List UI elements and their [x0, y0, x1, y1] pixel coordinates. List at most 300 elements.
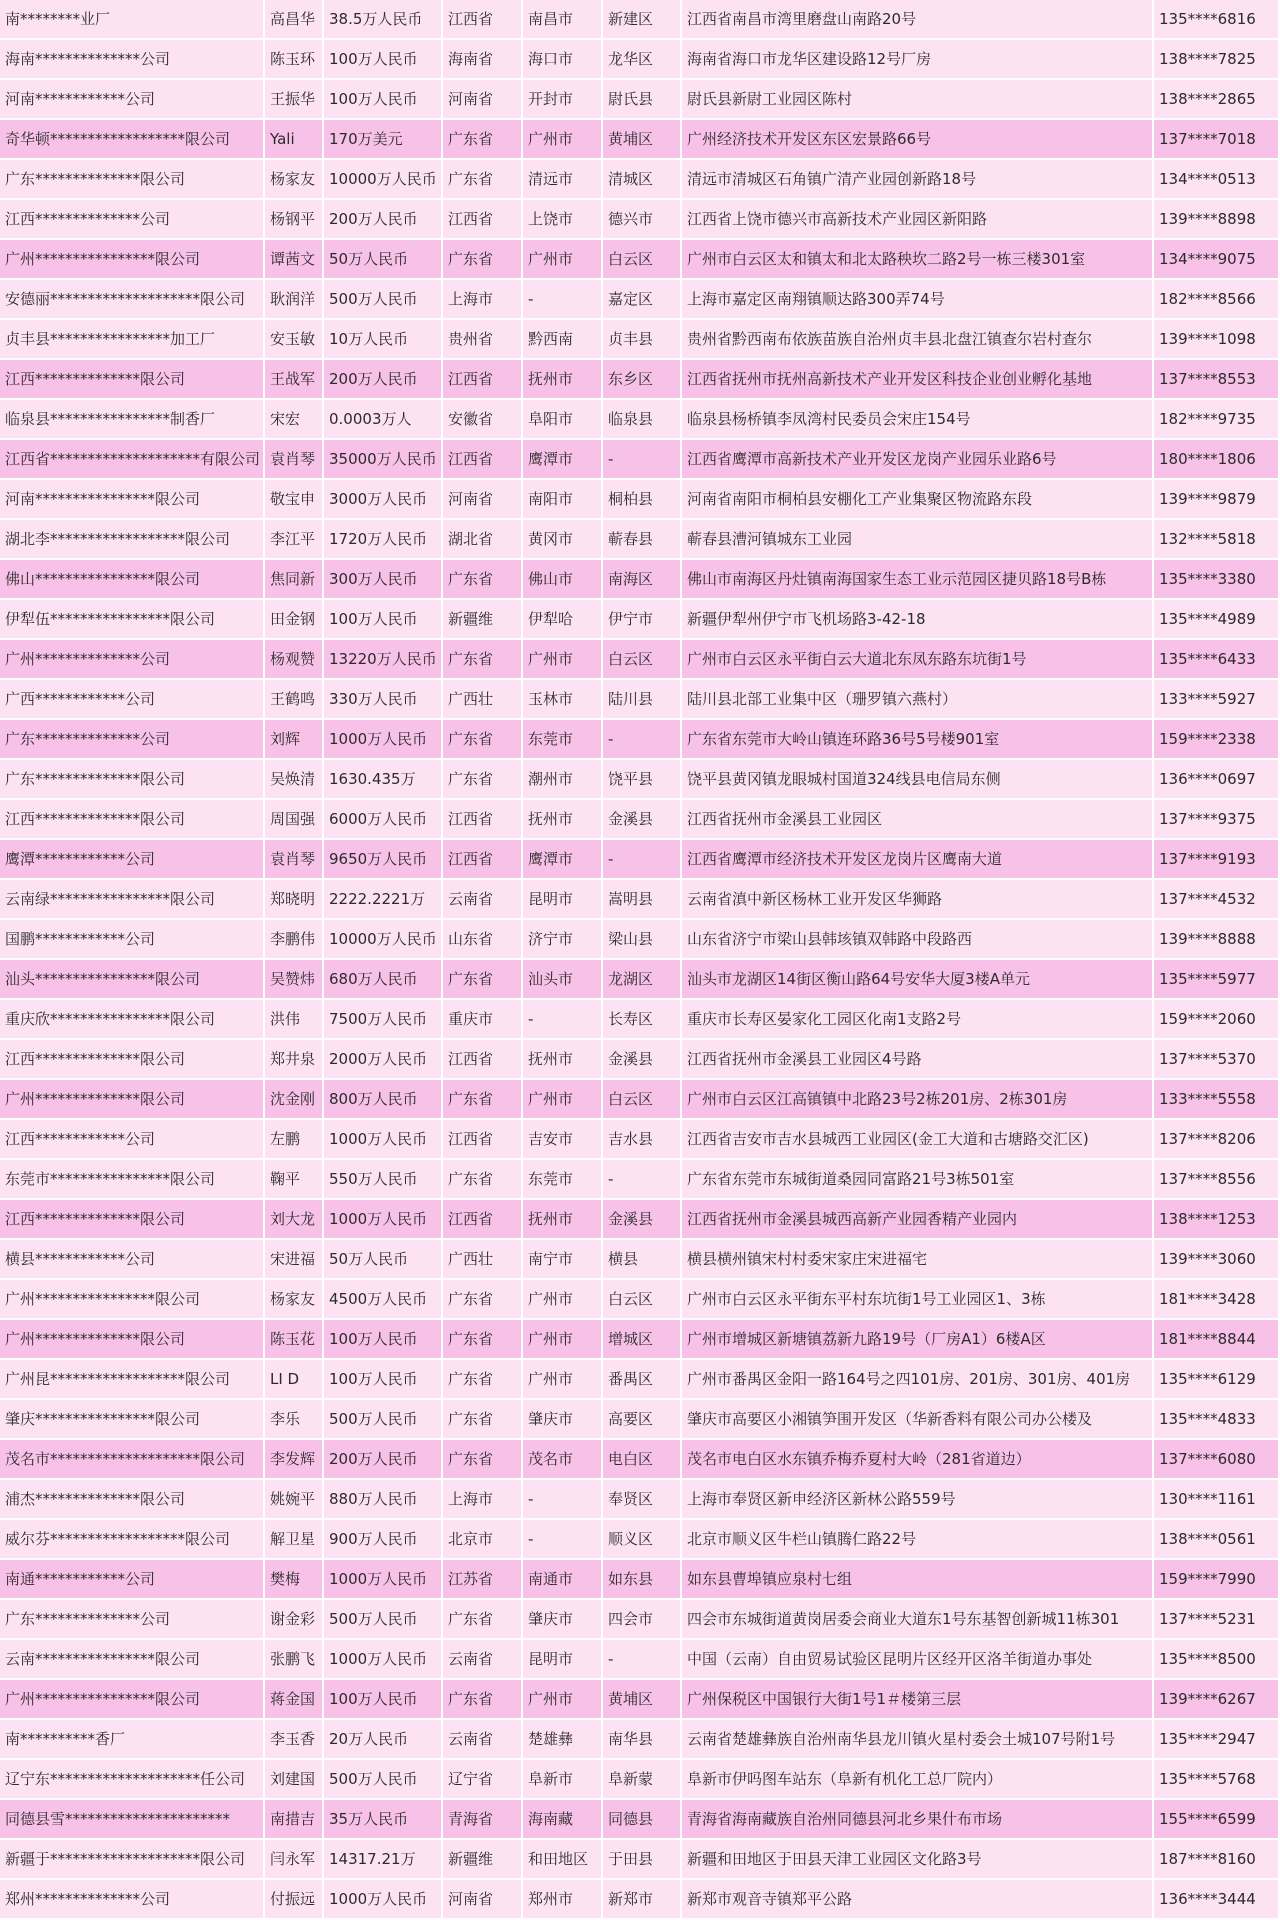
table-row: [0, 200, 1280, 240]
company-name-cell: 鹰潭************公司: [0, 840, 265, 880]
province-cell: 江西省: [443, 440, 523, 480]
phone-cell: 135****6816: [1154, 0, 1280, 40]
district-cell: 奉贤区: [603, 1480, 682, 1520]
table-row: [0, 280, 1280, 320]
table-row: [0, 960, 1280, 1000]
legal-person-cell: 谭茜文: [265, 240, 324, 280]
company-name-cell: 安德丽********************限公司: [0, 280, 265, 320]
phone-cell: 137****4532: [1154, 880, 1280, 920]
address-cell: 北京市顺义区牛栏山镇腾仁路22号: [682, 1520, 1154, 1560]
legal-person-cell: 蒋金国: [265, 1680, 324, 1720]
phone-cell: 137****7018: [1154, 120, 1280, 160]
company-name-cell: 河南************公司: [0, 80, 265, 120]
company-name-cell: 贞丰县****************加工厂: [0, 320, 265, 360]
phone-cell: 181****8844: [1154, 1320, 1280, 1360]
district-cell: 新郑市: [603, 1880, 682, 1920]
registered-capital-cell: 1000万人民币: [324, 1560, 443, 1600]
city-cell: 广州市: [523, 1080, 603, 1120]
legal-person-cell: 杨家友: [265, 160, 324, 200]
table-row: [0, 1600, 1280, 1640]
legal-person-cell: 左鹏: [265, 1120, 324, 1160]
legal-person-cell: 陈玉环: [265, 40, 324, 80]
address-cell: 四会市东城街道黄岗居委会商业大道东1号东基智创新城11栋301: [682, 1600, 1154, 1640]
city-cell: 南宁市: [523, 1240, 603, 1280]
city-cell: 东莞市: [523, 1160, 603, 1200]
phone-cell: 135****4833: [1154, 1400, 1280, 1440]
table-row: [0, 880, 1280, 920]
legal-person-cell: 刘辉: [265, 720, 324, 760]
phone-cell: 137****6080: [1154, 1440, 1280, 1480]
address-cell: 江西省鹰潭市经济技术开发区龙岗片区鹰南大道: [682, 840, 1154, 880]
province-cell: 河南省: [443, 80, 523, 120]
phone-cell: 139****9879: [1154, 480, 1280, 520]
district-cell: 龙华区: [603, 40, 682, 80]
legal-person-cell: 洪伟: [265, 1000, 324, 1040]
company-name-cell: 奇华顿******************限公司: [0, 120, 265, 160]
registered-capital-cell: 100万人民币: [324, 40, 443, 80]
phone-cell: 135****5768: [1154, 1760, 1280, 1800]
address-cell: 阜新市伊吗图车站东（阜新有机化工总厂院内）: [682, 1760, 1154, 1800]
table-row: [0, 560, 1280, 600]
table-row: [0, 1080, 1280, 1120]
legal-person-cell: 王战军: [265, 360, 324, 400]
address-cell: 上海市嘉定区南翔镇顺达路300弄74号: [682, 280, 1154, 320]
district-cell: 长寿区: [603, 1000, 682, 1040]
city-cell: 昆明市: [523, 880, 603, 920]
province-cell: 江西省: [443, 1120, 523, 1160]
district-cell: 番禺区: [603, 1360, 682, 1400]
phone-cell: 138****0561: [1154, 1520, 1280, 1560]
phone-cell: 139****8888: [1154, 920, 1280, 960]
address-cell: 如东县曹埠镇应泉村七组: [682, 1560, 1154, 1600]
registered-capital-cell: 35000万人民币: [324, 440, 443, 480]
registered-capital-cell: 300万人民币: [324, 560, 443, 600]
table-row: [0, 1640, 1280, 1680]
city-cell: 鹰潭市: [523, 440, 603, 480]
company-name-cell: 广东**************限公司: [0, 760, 265, 800]
company-name-cell: 广州****************限公司: [0, 240, 265, 280]
legal-person-cell: 姚婉平: [265, 1480, 324, 1520]
registered-capital-cell: 0.0003万人: [324, 400, 443, 440]
registered-capital-cell: 680万人民币: [324, 960, 443, 1000]
city-cell: 广州市: [523, 1320, 603, 1360]
legal-person-cell: LI D: [265, 1360, 324, 1400]
phone-cell: 138****1253: [1154, 1200, 1280, 1240]
table-row: [0, 800, 1280, 840]
registered-capital-cell: 170万美元: [324, 120, 443, 160]
city-cell: 抚州市: [523, 360, 603, 400]
address-cell: 尉氏县新尉工业园区陈村: [682, 80, 1154, 120]
company-name-cell: 河南****************限公司: [0, 480, 265, 520]
city-cell: -: [523, 1000, 603, 1040]
registered-capital-cell: 1000万人民币: [324, 1200, 443, 1240]
registered-capital-cell: 20万人民币: [324, 1720, 443, 1760]
registered-capital-cell: 2000万人民币: [324, 1040, 443, 1080]
city-cell: 潮州市: [523, 760, 603, 800]
address-cell: 广东省东莞市东城街道桑园同富路21号3栋501室: [682, 1160, 1154, 1200]
city-cell: 东莞市: [523, 720, 603, 760]
table-row: [0, 1400, 1280, 1440]
table-row: [0, 80, 1280, 120]
table-row: [0, 1680, 1280, 1720]
registered-capital-cell: 4500万人民币: [324, 1280, 443, 1320]
phone-cell: 135****5977: [1154, 960, 1280, 1000]
registered-capital-cell: 550万人民币: [324, 1160, 443, 1200]
district-cell: 金溪县: [603, 1040, 682, 1080]
address-cell: 蕲春县漕河镇城东工业园: [682, 520, 1154, 560]
company-name-cell: 辽宁东********************任公司: [0, 1760, 265, 1800]
city-cell: 广州市: [523, 120, 603, 160]
city-cell: 黄冈市: [523, 520, 603, 560]
company-name-cell: 国鹏************公司: [0, 920, 265, 960]
company-name-cell: 茂名市********************限公司: [0, 1440, 265, 1480]
phone-cell: 136****3444: [1154, 1880, 1280, 1920]
table-row: [0, 760, 1280, 800]
legal-person-cell: 樊梅: [265, 1560, 324, 1600]
phone-cell: 137****5231: [1154, 1600, 1280, 1640]
phone-cell: 139****6267: [1154, 1680, 1280, 1720]
address-cell: 江西省抚州市金溪县工业园区4号路: [682, 1040, 1154, 1080]
address-cell: 云南省滇中新区杨林工业开发区华狮路: [682, 880, 1154, 920]
district-cell: -: [603, 1640, 682, 1680]
address-cell: 广州保税区中国银行大街1号1＃楼第三层: [682, 1680, 1154, 1720]
district-cell: 横县: [603, 1240, 682, 1280]
city-cell: -: [523, 1480, 603, 1520]
phone-cell: 130****1161: [1154, 1480, 1280, 1520]
province-cell: 广东省: [443, 960, 523, 1000]
city-cell: 海南藏: [523, 1800, 603, 1840]
table-row: [0, 520, 1280, 560]
address-cell: 贵州省黔西南布依族苗族自治州贞丰县北盘江镇查尔岩村查尔: [682, 320, 1154, 360]
registered-capital-cell: 35万人民币: [324, 1800, 443, 1840]
province-cell: 北京市: [443, 1520, 523, 1560]
province-cell: 海南省: [443, 40, 523, 80]
district-cell: 嘉定区: [603, 280, 682, 320]
province-cell: 辽宁省: [443, 1760, 523, 1800]
registered-capital-cell: 6000万人民币: [324, 800, 443, 840]
address-cell: 云南省楚雄彝族自治州南华县龙川镇火星村委会土城107号附1号: [682, 1720, 1154, 1760]
registered-capital-cell: 50万人民币: [324, 1240, 443, 1280]
province-cell: 广东省: [443, 160, 523, 200]
address-cell: 广州市增城区新塘镇荔新九路19号（厂房A1）6楼A区: [682, 1320, 1154, 1360]
district-cell: 梁山县: [603, 920, 682, 960]
registered-capital-cell: 500万人民币: [324, 280, 443, 320]
registered-capital-cell: 100万人民币: [324, 1320, 443, 1360]
city-cell: 开封市: [523, 80, 603, 120]
registered-capital-cell: 1630.435万: [324, 760, 443, 800]
phone-cell: 159****2060: [1154, 1000, 1280, 1040]
province-cell: 广西壮: [443, 680, 523, 720]
phone-cell: 155****6599: [1154, 1800, 1280, 1840]
province-cell: 云南省: [443, 880, 523, 920]
company-name-cell: 江西**************公司: [0, 200, 265, 240]
table-row: [0, 40, 1280, 80]
city-cell: 玉林市: [523, 680, 603, 720]
district-cell: 清城区: [603, 160, 682, 200]
province-cell: 河南省: [443, 480, 523, 520]
company-name-cell: 横县************公司: [0, 1240, 265, 1280]
address-cell: 饶平县黄冈镇龙眼城村国道324线县电信局东侧: [682, 760, 1154, 800]
province-cell: 广东省: [443, 760, 523, 800]
address-cell: 清远市清城区石角镇广清产业园创新路18号: [682, 160, 1154, 200]
phone-cell: 135****8500: [1154, 1640, 1280, 1680]
address-cell: 中国（云南）自由贸易试验区昆明片区经开区洛羊街道办事处: [682, 1640, 1154, 1680]
table-row: [0, 1240, 1280, 1280]
province-cell: 广东省: [443, 240, 523, 280]
city-cell: 上饶市: [523, 200, 603, 240]
district-cell: 嵩明县: [603, 880, 682, 920]
company-name-cell: 广州****************限公司: [0, 1280, 265, 1320]
company-name-cell: 佛山****************限公司: [0, 560, 265, 600]
province-cell: 江西省: [443, 0, 523, 40]
legal-person-cell: 付振远: [265, 1880, 324, 1920]
address-cell: 茂名市电白区水东镇乔梅乔夏村大岭（281省道边）: [682, 1440, 1154, 1480]
province-cell: 江西省: [443, 360, 523, 400]
address-cell: 江西省鹰潭市高新技术产业开发区龙岗产业园乐业路6号: [682, 440, 1154, 480]
registered-capital-cell: 1000万人民币: [324, 1880, 443, 1920]
phone-cell: 139****1098: [1154, 320, 1280, 360]
city-cell: 济宁市: [523, 920, 603, 960]
district-cell: 黄埔区: [603, 1680, 682, 1720]
registered-capital-cell: 1000万人民币: [324, 720, 443, 760]
phone-cell: 135****3380: [1154, 560, 1280, 600]
province-cell: 广东省: [443, 1400, 523, 1440]
city-cell: 抚州市: [523, 1200, 603, 1240]
address-cell: 河南省南阳市桐柏县安棚化工产业集聚区物流路东段: [682, 480, 1154, 520]
registered-capital-cell: 10万人民币: [324, 320, 443, 360]
legal-person-cell: 刘大龙: [265, 1200, 324, 1240]
company-name-cell: 江西**************限公司: [0, 1040, 265, 1080]
province-cell: 江西省: [443, 1200, 523, 1240]
legal-person-cell: 杨家友: [265, 1280, 324, 1320]
address-cell: 新疆和田地区于田县天津工业园区文化路3号: [682, 1840, 1154, 1880]
registered-capital-cell: 9650万人民币: [324, 840, 443, 880]
district-cell: 电白区: [603, 1440, 682, 1480]
company-name-cell: 江西************公司: [0, 1120, 265, 1160]
legal-person-cell: 李鹏伟: [265, 920, 324, 960]
legal-person-cell: 宋宏: [265, 400, 324, 440]
company-name-cell: 广东**************限公司: [0, 160, 265, 200]
legal-person-cell: 沈金刚: [265, 1080, 324, 1120]
address-cell: 横县横州镇宋村村委宋家庄宋进福宅: [682, 1240, 1154, 1280]
district-cell: -: [603, 720, 682, 760]
city-cell: 广州市: [523, 240, 603, 280]
table-row: [0, 1520, 1280, 1560]
phone-cell: 135****6433: [1154, 640, 1280, 680]
district-cell: 顺义区: [603, 1520, 682, 1560]
table-row: [0, 1160, 1280, 1200]
legal-person-cell: 王振华: [265, 80, 324, 120]
address-cell: 广州市白云区永平街东平村东坑街1号工业园区1、3栋: [682, 1280, 1154, 1320]
legal-person-cell: 南措吉: [265, 1800, 324, 1840]
address-cell: 新疆伊犁州伊宁市飞机场路3-42-18: [682, 600, 1154, 640]
legal-person-cell: 郑井泉: [265, 1040, 324, 1080]
province-cell: 广西壮: [443, 1240, 523, 1280]
city-cell: -: [523, 280, 603, 320]
legal-person-cell: 耿润洋: [265, 280, 324, 320]
phone-cell: 135****4989: [1154, 600, 1280, 640]
registered-capital-cell: 500万人民币: [324, 1400, 443, 1440]
province-cell: 广东省: [443, 1600, 523, 1640]
district-cell: 南华县: [603, 1720, 682, 1760]
phone-cell: 138****7825: [1154, 40, 1280, 80]
province-cell: 江西省: [443, 840, 523, 880]
city-cell: 佛山市: [523, 560, 603, 600]
company-name-cell: 威尔芬******************限公司: [0, 1520, 265, 1560]
phone-cell: 187****8160: [1154, 1840, 1280, 1880]
city-cell: 楚雄彝: [523, 1720, 603, 1760]
company-name-cell: 汕头****************限公司: [0, 960, 265, 1000]
city-cell: 阜新市: [523, 1760, 603, 1800]
address-cell: 青海省海南藏族自治州同德县河北乡果什布市场: [682, 1800, 1154, 1840]
table-row: [0, 1320, 1280, 1360]
company-name-cell: 江西**************限公司: [0, 800, 265, 840]
province-cell: 江西省: [443, 1040, 523, 1080]
table-row: [0, 360, 1280, 400]
registered-capital-cell: 38.5万人民币: [324, 0, 443, 40]
province-cell: 河南省: [443, 1880, 523, 1920]
district-cell: 四会市: [603, 1600, 682, 1640]
city-cell: 海口市: [523, 40, 603, 80]
phone-cell: 132****5818: [1154, 520, 1280, 560]
company-name-cell: 临泉县****************制香厂: [0, 400, 265, 440]
district-cell: 伊宁市: [603, 600, 682, 640]
phone-cell: 137****8553: [1154, 360, 1280, 400]
company-name-cell: 广东**************公司: [0, 1600, 265, 1640]
province-cell: 上海市: [443, 1480, 523, 1520]
company-name-cell: 江西**************限公司: [0, 1200, 265, 1240]
address-cell: 新郑市观音寺镇郑平公路: [682, 1880, 1154, 1920]
legal-person-cell: 解卫星: [265, 1520, 324, 1560]
province-cell: 广东省: [443, 720, 523, 760]
table-row: [0, 1720, 1280, 1760]
table-row: [0, 1880, 1280, 1920]
district-cell: 白云区: [603, 1280, 682, 1320]
table-row: [0, 1360, 1280, 1400]
city-cell: 南通市: [523, 1560, 603, 1600]
district-cell: 德兴市: [603, 200, 682, 240]
province-cell: 广东省: [443, 1360, 523, 1400]
province-cell: 广东省: [443, 1680, 523, 1720]
city-cell: 和田地区: [523, 1840, 603, 1880]
registered-capital-cell: 1720万人民币: [324, 520, 443, 560]
city-cell: 广州市: [523, 1360, 603, 1400]
district-cell: 蕲春县: [603, 520, 682, 560]
table-row: [0, 1480, 1280, 1520]
city-cell: 茂名市: [523, 1440, 603, 1480]
phone-cell: 159****7990: [1154, 1560, 1280, 1600]
legal-person-cell: 吴焕清: [265, 760, 324, 800]
legal-person-cell: 张鹏飞: [265, 1640, 324, 1680]
province-cell: 江苏省: [443, 1560, 523, 1600]
company-name-cell: 南**********香厂: [0, 1720, 265, 1760]
table-row: [0, 680, 1280, 720]
phone-cell: 182****9735: [1154, 400, 1280, 440]
registered-capital-cell: 900万人民币: [324, 1520, 443, 1560]
province-cell: 广东省: [443, 1080, 523, 1120]
table-row: [0, 840, 1280, 880]
registered-capital-cell: 7500万人民币: [324, 1000, 443, 1040]
phone-cell: 181****3428: [1154, 1280, 1280, 1320]
province-cell: 广东省: [443, 640, 523, 680]
district-cell: 桐柏县: [603, 480, 682, 520]
registered-capital-cell: 10000万人民币: [324, 160, 443, 200]
legal-person-cell: 安玉敏: [265, 320, 324, 360]
district-cell: -: [603, 840, 682, 880]
registered-capital-cell: 50万人民币: [324, 240, 443, 280]
company-name-cell: 广州****************限公司: [0, 1680, 265, 1720]
registered-capital-cell: 200万人民币: [324, 1440, 443, 1480]
city-cell: 南阳市: [523, 480, 603, 520]
province-cell: 云南省: [443, 1720, 523, 1760]
address-cell: 陆川县北部工业集中区（珊罗镇六燕村）: [682, 680, 1154, 720]
city-cell: 广州市: [523, 640, 603, 680]
company-name-cell: 广州昆******************限公司: [0, 1360, 265, 1400]
province-cell: 广东省: [443, 1280, 523, 1320]
address-cell: 临泉县杨桥镇李凤湾村民委员会宋庄154号: [682, 400, 1154, 440]
province-cell: 云南省: [443, 1640, 523, 1680]
phone-cell: 134****0513: [1154, 160, 1280, 200]
registered-capital-cell: 100万人民币: [324, 600, 443, 640]
city-cell: 汕头市: [523, 960, 603, 1000]
district-cell: 如东县: [603, 1560, 682, 1600]
table-row: [0, 1280, 1280, 1320]
phone-cell: 137****5370: [1154, 1040, 1280, 1080]
table-row: [0, 440, 1280, 480]
registered-capital-cell: 100万人民币: [324, 1360, 443, 1400]
city-cell: 昆明市: [523, 1640, 603, 1680]
address-cell: 广州市番禺区金阳一路164号之四101房、201房、301房、401房: [682, 1360, 1154, 1400]
address-cell: 江西省吉安市吉水县城西工业园区(金工大道和古塘路交汇区): [682, 1120, 1154, 1160]
legal-person-cell: 李玉香: [265, 1720, 324, 1760]
phone-cell: 137****8556: [1154, 1160, 1280, 1200]
table-row: [0, 640, 1280, 680]
table-row: [0, 400, 1280, 440]
legal-person-cell: Yali: [265, 120, 324, 160]
phone-cell: 139****8898: [1154, 200, 1280, 240]
province-cell: 重庆市: [443, 1000, 523, 1040]
company-name-cell: 江西省********************有限公司: [0, 440, 265, 480]
address-cell: 江西省上饶市德兴市高新技术产业园区新阳路: [682, 200, 1154, 240]
city-cell: 南昌市: [523, 0, 603, 40]
company-name-cell: 湖北李******************限公司: [0, 520, 265, 560]
district-cell: 于田县: [603, 1840, 682, 1880]
legal-person-cell: 田金钢: [265, 600, 324, 640]
address-cell: 广州市白云区太和镇太和北太路秧坎二路2号一栋三楼301室: [682, 240, 1154, 280]
district-cell: 龙湖区: [603, 960, 682, 1000]
city-cell: 抚州市: [523, 1040, 603, 1080]
legal-person-cell: 闫永军: [265, 1840, 324, 1880]
table-row: [0, 920, 1280, 960]
district-cell: 增城区: [603, 1320, 682, 1360]
district-cell: 南海区: [603, 560, 682, 600]
table-row: [0, 240, 1280, 280]
address-cell: 江西省抚州市金溪县城西高新产业园香精产业园内: [682, 1200, 1154, 1240]
legal-person-cell: 宋进福: [265, 1240, 324, 1280]
legal-person-cell: 袁肖琴: [265, 840, 324, 880]
legal-person-cell: 李发辉: [265, 1440, 324, 1480]
registered-capital-cell: 14317.21万: [324, 1840, 443, 1880]
company-name-cell: 广西************公司: [0, 680, 265, 720]
legal-person-cell: 李江平: [265, 520, 324, 560]
table-row: [0, 480, 1280, 520]
address-cell: 佛山市南海区丹灶镇南海国家生态工业示范园区捷贝路18号B栋: [682, 560, 1154, 600]
province-cell: 贵州省: [443, 320, 523, 360]
district-cell: -: [603, 440, 682, 480]
legal-person-cell: 王鹤鸣: [265, 680, 324, 720]
phone-cell: 139****3060: [1154, 1240, 1280, 1280]
province-cell: 广东省: [443, 1320, 523, 1360]
